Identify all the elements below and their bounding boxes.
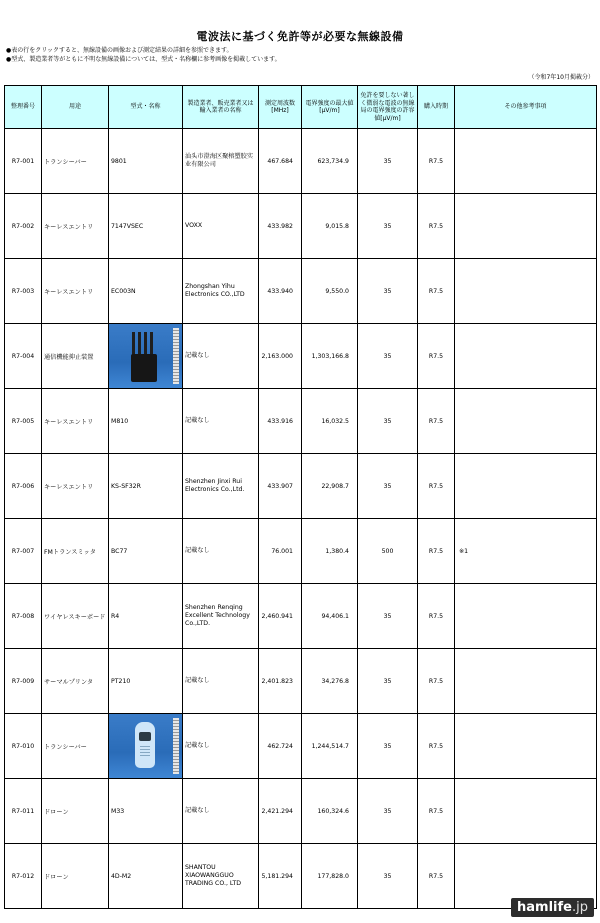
cell-note bbox=[455, 649, 597, 714]
cell-maker: 記載なし bbox=[183, 649, 259, 714]
cell-limit: 35 bbox=[358, 194, 418, 259]
table-row[interactable] bbox=[5, 129, 597, 194]
cell-model: KS-SF32R bbox=[109, 454, 183, 519]
cell-maker: 汕头市澄海区聚榕塑胶实业有限公司 bbox=[183, 129, 259, 194]
cell-limit: 35 bbox=[358, 584, 418, 649]
cell-field: 1,244,514.7 bbox=[302, 714, 358, 779]
note-line: ●型式、製造業者等がともに不明な無線設備については、型式・名称欄に参考画像を掲載しています。 bbox=[6, 56, 281, 63]
cell-field: 9,550.0 bbox=[302, 259, 358, 324]
cell-limit: 35 bbox=[358, 844, 418, 909]
cell-maker: Zhongshan Yihu Electronics CO.,LTD bbox=[183, 259, 259, 324]
cell-model: 9801 bbox=[109, 129, 183, 194]
cell-freq: 5,181.294 bbox=[259, 844, 302, 909]
cell-freq: 433.940 bbox=[259, 259, 302, 324]
cell-use: ドローン bbox=[42, 779, 109, 844]
header-date: 購入時期 bbox=[418, 86, 455, 129]
cell-maker: SHANTOU XIAOWANGGUO TRADING CO., LTD bbox=[183, 844, 259, 909]
cell-use: トランシーバー bbox=[42, 714, 109, 779]
cell-num: R7-010 bbox=[5, 714, 42, 779]
cell-limit: 35 bbox=[358, 714, 418, 779]
page-title: 電波法に基づく免許等が必要な無線設備 bbox=[196, 30, 404, 43]
table-row[interactable] bbox=[5, 519, 597, 584]
cell-maker: 記載なし bbox=[183, 519, 259, 584]
cell-num: R7-007 bbox=[5, 519, 42, 584]
cell-maker: VOXX bbox=[183, 194, 259, 259]
cell-use: キーレスエントリ bbox=[42, 194, 109, 259]
cell-freq: 433.916 bbox=[259, 389, 302, 454]
cell-model: PT210 bbox=[109, 649, 183, 714]
cell-num: R7-002 bbox=[5, 194, 42, 259]
cell-model bbox=[109, 324, 183, 389]
cell-date: R7.5 bbox=[418, 649, 455, 714]
cell-limit: 500 bbox=[358, 519, 418, 584]
cell-field: 34,276.8 bbox=[302, 649, 358, 714]
cell-limit: 35 bbox=[358, 324, 418, 389]
cell-field: 623,734.9 bbox=[302, 129, 358, 194]
cell-model: R4 bbox=[109, 584, 183, 649]
table-row[interactable] bbox=[5, 584, 597, 649]
cell-maker: Shenzhen Renqing Excellent Technology Co.,LTD. bbox=[183, 584, 259, 649]
table-row[interactable] bbox=[5, 194, 597, 259]
cell-use: サーマルプリンタ bbox=[42, 649, 109, 714]
cell-freq: 76.001 bbox=[259, 519, 302, 584]
cell-num: R7-001 bbox=[5, 129, 42, 194]
table-row[interactable] bbox=[5, 779, 597, 844]
cell-note bbox=[455, 714, 597, 779]
cell-date: R7.5 bbox=[418, 259, 455, 324]
cell-freq: 467.684 bbox=[259, 129, 302, 194]
cell-freq: 2,421.294 bbox=[259, 779, 302, 844]
cell-date: R7.5 bbox=[418, 194, 455, 259]
cell-field: 160,324.6 bbox=[302, 779, 358, 844]
cell-num: R7-011 bbox=[5, 779, 42, 844]
cell-model: BC77 bbox=[109, 519, 183, 584]
jammer-photo[interactable] bbox=[109, 324, 183, 388]
cell-maker: 記載なし bbox=[183, 389, 259, 454]
table-row[interactable] bbox=[5, 259, 597, 324]
cell-use: FMトランスミッタ bbox=[42, 519, 109, 584]
cell-num: R7-008 bbox=[5, 584, 42, 649]
cell-field: 177,828.0 bbox=[302, 844, 358, 909]
cell-num: R7-005 bbox=[5, 389, 42, 454]
cell-model bbox=[109, 714, 183, 779]
header-limit: 免許を要しない著しく微弱な電波の無線局の電界強度の許容値[μV/m] bbox=[358, 86, 418, 129]
cell-date: R7.5 bbox=[418, 714, 455, 779]
cell-field: 9,015.8 bbox=[302, 194, 358, 259]
cell-limit: 35 bbox=[358, 389, 418, 454]
cell-note: ※1 bbox=[455, 519, 597, 584]
cell-field: 16,032.5 bbox=[302, 389, 358, 454]
header-freq: 測定周波数[MHz] bbox=[259, 86, 302, 129]
cell-freq: 2,163.000 bbox=[259, 324, 302, 389]
cell-num: R7-012 bbox=[5, 844, 42, 909]
cell-freq: 2,401.823 bbox=[259, 649, 302, 714]
cell-model: EC003N bbox=[109, 259, 183, 324]
equipment-table bbox=[4, 85, 597, 909]
cell-use: キーレスエントリ bbox=[42, 389, 109, 454]
cell-freq: 462.724 bbox=[259, 714, 302, 779]
issued-date: （令和7年10月掲載分） bbox=[528, 74, 594, 81]
cell-use: ワイヤレスキーボード bbox=[42, 584, 109, 649]
cell-model: M810 bbox=[109, 389, 183, 454]
cell-freq: 433.907 bbox=[259, 454, 302, 519]
cell-note bbox=[455, 584, 597, 649]
cell-model: 7147VSEC bbox=[109, 194, 183, 259]
cell-limit: 35 bbox=[358, 259, 418, 324]
cell-note bbox=[455, 454, 597, 519]
cell-num: R7-009 bbox=[5, 649, 42, 714]
cell-date: R7.5 bbox=[418, 519, 455, 584]
walkie-photo[interactable] bbox=[109, 714, 183, 778]
cell-limit: 35 bbox=[358, 779, 418, 844]
watermark-brand: hamlife bbox=[517, 900, 572, 915]
header-use: 用途 bbox=[42, 86, 109, 129]
cell-use: トランシーバー bbox=[42, 129, 109, 194]
cell-note bbox=[455, 194, 597, 259]
cell-num: R7-006 bbox=[5, 454, 42, 519]
header-field: 電界強度の最大値[μV/m] bbox=[302, 86, 358, 129]
cell-use: キーレスエントリ bbox=[42, 454, 109, 519]
cell-note bbox=[455, 259, 597, 324]
cell-freq: 2,460.941 bbox=[259, 584, 302, 649]
cell-use: 通信機能抑止装置 bbox=[42, 324, 109, 389]
cell-num: R7-003 bbox=[5, 259, 42, 324]
note-line: ●表の行をクリックすると、無線設備の画像および測定結果の詳細を参照できます。 bbox=[6, 47, 233, 54]
header-num: 整理番号 bbox=[5, 86, 42, 129]
cell-date: R7.5 bbox=[418, 844, 455, 909]
table-header-row bbox=[5, 86, 597, 129]
cell-model: M33 bbox=[109, 779, 183, 844]
cell-maker: 記載なし bbox=[183, 779, 259, 844]
table-row[interactable] bbox=[5, 714, 597, 779]
cell-date: R7.5 bbox=[418, 779, 455, 844]
cell-field: 22,908.7 bbox=[302, 454, 358, 519]
cell-field: 1,303,166.8 bbox=[302, 324, 358, 389]
cell-note bbox=[455, 389, 597, 454]
header-maker: 製造業者、販売業者又は輸入業者の名称 bbox=[183, 86, 259, 129]
cell-model: 4D-M2 bbox=[109, 844, 183, 909]
cell-note bbox=[455, 324, 597, 389]
cell-date: R7.5 bbox=[418, 129, 455, 194]
cell-limit: 35 bbox=[358, 649, 418, 714]
cell-num: R7-004 bbox=[5, 324, 42, 389]
cell-maker: 記載なし bbox=[183, 714, 259, 779]
header-note: その他参考事項 bbox=[455, 86, 597, 129]
cell-limit: 35 bbox=[358, 454, 418, 519]
hamlife-watermark bbox=[511, 898, 594, 917]
cell-maker: Shenzhen Jinxi Rui Electronics Co.,Ltd. bbox=[183, 454, 259, 519]
cell-date: R7.5 bbox=[418, 454, 455, 519]
table-row[interactable] bbox=[5, 324, 597, 389]
cell-date: R7.5 bbox=[418, 584, 455, 649]
cell-date: R7.5 bbox=[418, 324, 455, 389]
table-row[interactable] bbox=[5, 649, 597, 714]
table-row[interactable] bbox=[5, 454, 597, 519]
cell-note bbox=[455, 779, 597, 844]
watermark-suffix: .jp bbox=[572, 900, 588, 915]
header-model: 型式・名称 bbox=[109, 86, 183, 129]
table-row[interactable] bbox=[5, 389, 597, 454]
notes bbox=[6, 46, 281, 64]
table-row[interactable] bbox=[5, 844, 597, 909]
cell-use: キーレスエントリ bbox=[42, 259, 109, 324]
cell-field: 94,406.1 bbox=[302, 584, 358, 649]
cell-limit: 35 bbox=[358, 129, 418, 194]
cell-note bbox=[455, 129, 597, 194]
cell-maker: 記載なし bbox=[183, 324, 259, 389]
cell-date: R7.5 bbox=[418, 389, 455, 454]
cell-freq: 433.982 bbox=[259, 194, 302, 259]
cell-field: 1,380.4 bbox=[302, 519, 358, 584]
cell-use: ドローン bbox=[42, 844, 109, 909]
